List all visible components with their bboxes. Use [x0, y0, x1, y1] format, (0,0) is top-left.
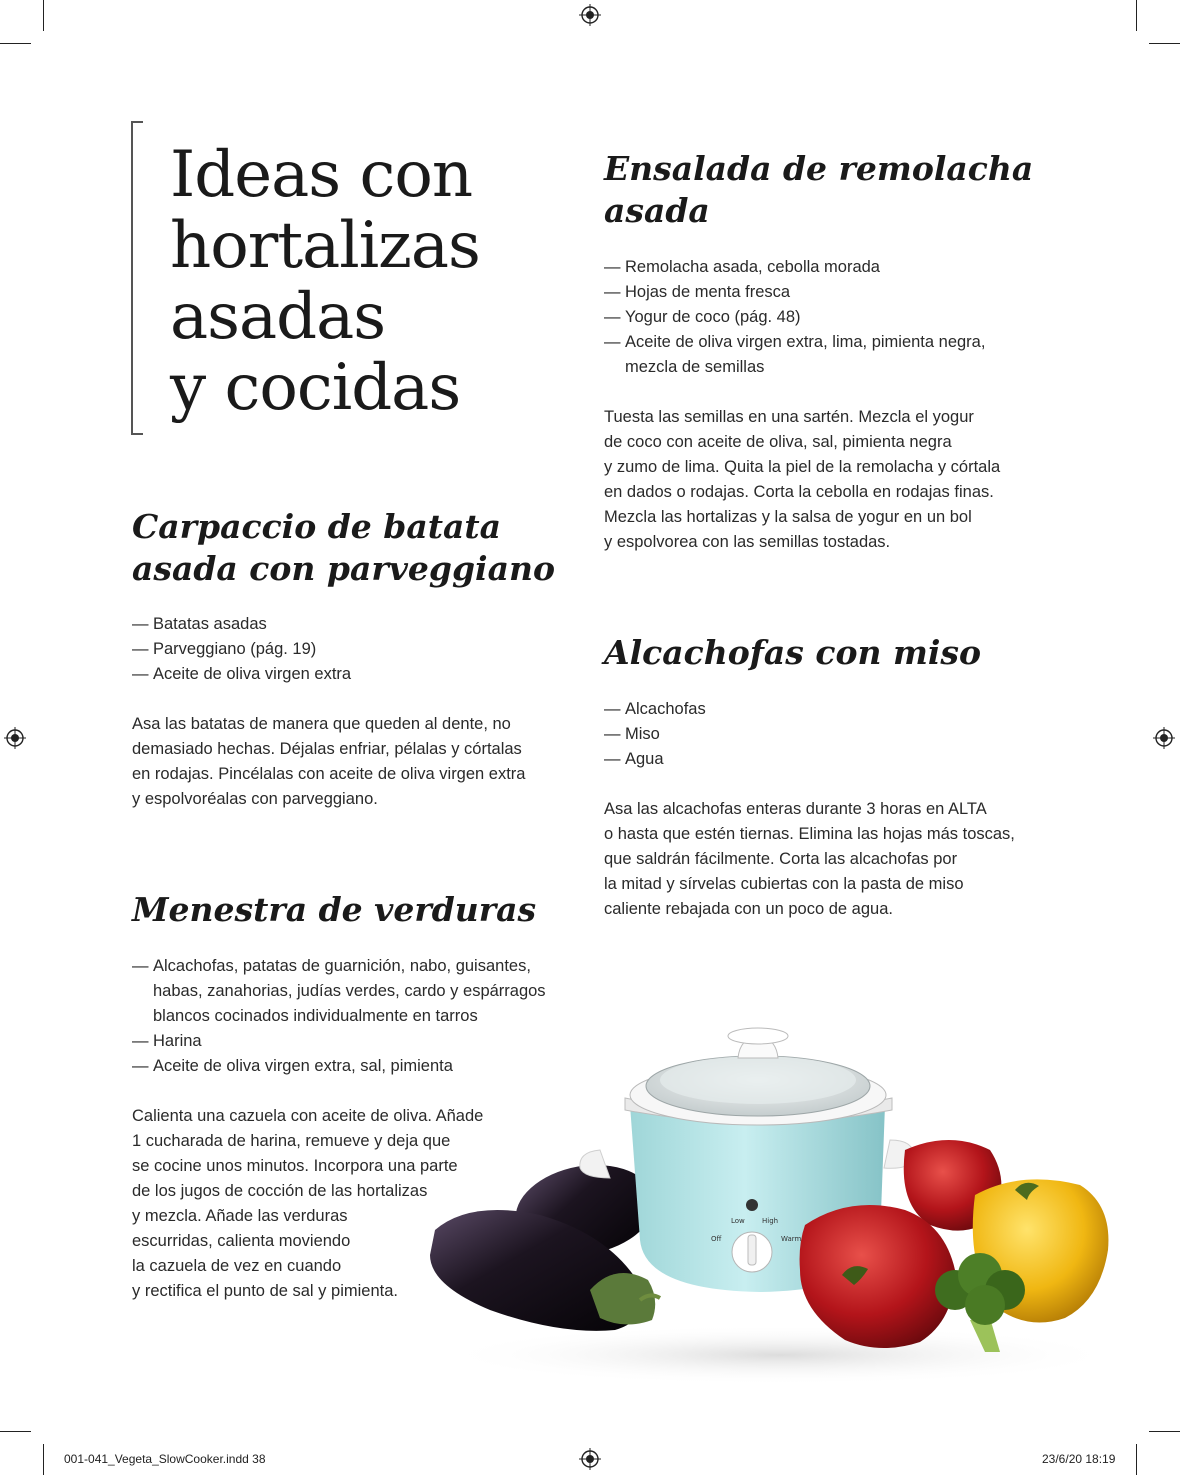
crop-mark [43, 0, 44, 31]
ingredient-list [132, 612, 351, 687]
dash-bullet: — [132, 640, 149, 658]
ingredient-item [604, 330, 985, 380]
instruction-line: la cazuela de vez en cuando [132, 1257, 342, 1275]
ingredient-text: Miso [625, 725, 660, 743]
instruction-line: Asa las alcachofas enteras durante 3 horas en ALTA [604, 800, 987, 818]
instruction-line: Asa las batatas de manera que queden al dente, no [132, 715, 511, 733]
dash-bullet: — [604, 700, 621, 718]
instruction-line: se cocine unos minutos. Incorpora una parte [132, 1157, 458, 1175]
recipe-instructions [604, 797, 1015, 922]
recipe-title-line: asada [604, 191, 710, 230]
instruction-line: y mezcla. Añade las verduras [132, 1207, 348, 1225]
footer-file-slug: 001-041_Vegeta_SlowCooker.indd 38 [64, 1452, 266, 1466]
recipe-title-line: Menestra de verduras [132, 890, 537, 929]
ingredient-list [604, 255, 985, 380]
instruction-line: escurridas, calienta moviendo [132, 1232, 351, 1250]
instruction-line: y espolvorea con las semillas tostadas. [604, 533, 891, 551]
page-title-line: Ideas con [170, 138, 473, 212]
ingredient-text: mezcla de semillas [625, 358, 765, 376]
registration-mark-icon [1153, 727, 1175, 749]
recipe-title-line: Alcachofas con miso [604, 633, 981, 672]
dial-label-off: Off [711, 1235, 722, 1243]
ingredient-text: habas, zanahorias, judías verdes, cardo y espárragos [153, 982, 546, 1000]
instruction-line: Mezcla las hortalizas y la salsa de yogur en un bol [604, 508, 972, 526]
recipe-title-ensalada [604, 148, 1033, 232]
page-title-line: y cocidas [170, 351, 461, 425]
ingredient-item [604, 280, 985, 305]
title-bracket [131, 121, 143, 435]
page-title-line: hortalizas [170, 209, 480, 283]
ingredient-text: Aceite de oliva virgen extra, sal, pimienta [153, 1057, 453, 1075]
instruction-line: Calienta una cazuela con aceite de oliva. Añade [132, 1107, 484, 1125]
dash-bullet: — [132, 665, 149, 683]
ingredient-text: Batatas asadas [153, 615, 267, 633]
ingredient-text: Yogur de coco (pág. 48) [625, 308, 801, 326]
ingredient-text: Agua [625, 750, 664, 768]
dash-bullet: — [604, 283, 621, 301]
slow-cooker-photo [420, 1015, 1140, 1395]
page-title-line: asadas [170, 280, 386, 354]
registration-mark-icon [4, 727, 26, 749]
ingredient-item [604, 747, 706, 772]
dial-label-low: Low [731, 1217, 745, 1225]
ingredient-item [132, 637, 351, 662]
ingredient-text: Alcachofas, patatas de guarnición, nabo, guisantes, [153, 957, 531, 975]
instruction-line: la mitad y sírvelas cubiertas con la pasta de miso [604, 875, 964, 893]
crop-mark [0, 43, 31, 44]
dash-bullet: — [604, 333, 621, 351]
page-title [170, 140, 590, 424]
instruction-line: Tuesta las semillas en una sartén. Mezcla el yogur [604, 408, 974, 426]
instruction-line: caliente rebajada con un poco de agua. [604, 900, 893, 918]
instruction-line: y zumo de lima. Quita la piel de la remolacha y córtala [604, 458, 1001, 476]
ingredient-list [604, 697, 706, 772]
dash-bullet: — [604, 725, 621, 743]
instruction-line: y rectifica el punto de sal y pimienta. [132, 1282, 398, 1300]
instruction-line: o hasta que estén tiernas. Elimina las hojas más toscas, [604, 825, 1015, 843]
recipe-title-menestra [132, 889, 536, 931]
table-shadow [440, 1325, 1120, 1385]
ingredient-item [604, 722, 706, 747]
ingredient-text: Alcachofas [625, 700, 706, 718]
instruction-line: que saldrán fácilmente. Corta las alcachofas por [604, 850, 958, 868]
recipe-title-line: Ensalada de remolacha [604, 149, 1034, 188]
instruction-line: demasiado hechas. Déjalas enfriar, pélalas y córtalas [132, 740, 522, 758]
dash-bullet: — [132, 1057, 149, 1075]
dash-bullet: — [604, 750, 621, 768]
ingredient-item [132, 662, 351, 687]
dash-bullet: — [132, 957, 149, 975]
instruction-line: 1 cucharada de harina, remueve y deja que [132, 1132, 451, 1150]
ingredient-text: Hojas de menta fresca [625, 283, 791, 301]
ingredient-text: Harina [153, 1032, 202, 1050]
recipe-instructions [604, 405, 1000, 555]
recipe-title-line: Carpaccio de batata [132, 507, 501, 546]
ingredient-item [604, 697, 706, 722]
instruction-line: y espolvoréalas con parveggiano. [132, 790, 378, 808]
crop-mark [1136, 0, 1137, 31]
instruction-line: en dados o rodajas. Corta la cebolla en rodajas finas. [604, 483, 994, 501]
recipe-title-alcachofas [604, 632, 981, 674]
crop-mark [43, 1444, 44, 1475]
footer-date-slug: 23/6/20 18:19 [1042, 1452, 1116, 1466]
ingredient-text: Parveggiano (pág. 19) [153, 640, 317, 658]
ingredient-item [604, 305, 985, 330]
dash-bullet: — [132, 1032, 149, 1050]
ingredient-text: Remolacha asada, cebolla morada [625, 258, 880, 276]
dial-label-high: High [762, 1217, 779, 1225]
instruction-line: en rodajas. Pincélalas con aceite de oliva virgen extra [132, 765, 526, 783]
ingredient-text: Aceite de oliva virgen extra, lima, pimienta negra, [625, 333, 986, 351]
dash-bullet: — [604, 258, 621, 276]
dial-label-warm: Warm [781, 1235, 802, 1243]
crop-mark [1136, 1444, 1137, 1475]
crop-mark [0, 1431, 31, 1432]
dash-bullet: — [132, 615, 149, 633]
instruction-line: de los jugos de cocción de las hortalizas [132, 1182, 428, 1200]
registration-mark-icon [579, 4, 601, 26]
ingredient-text: Aceite de oliva virgen extra [153, 665, 352, 683]
instruction-line: de coco con aceite de oliva, sal, pimienta negra [604, 433, 952, 451]
recipe-title-carpaccio [132, 506, 555, 590]
recipe-instructions [132, 712, 525, 812]
crop-mark [1149, 43, 1180, 44]
crop-mark [1149, 1431, 1180, 1432]
ingredient-item [604, 255, 985, 280]
dash-bullet: — [604, 308, 621, 326]
registration-mark-icon [579, 1448, 601, 1470]
ingredient-item [132, 612, 351, 637]
recipe-title-line: asada con parveggiano [132, 549, 555, 588]
ingredient-text: blancos cocinados individualmente en tarros [153, 1007, 478, 1025]
